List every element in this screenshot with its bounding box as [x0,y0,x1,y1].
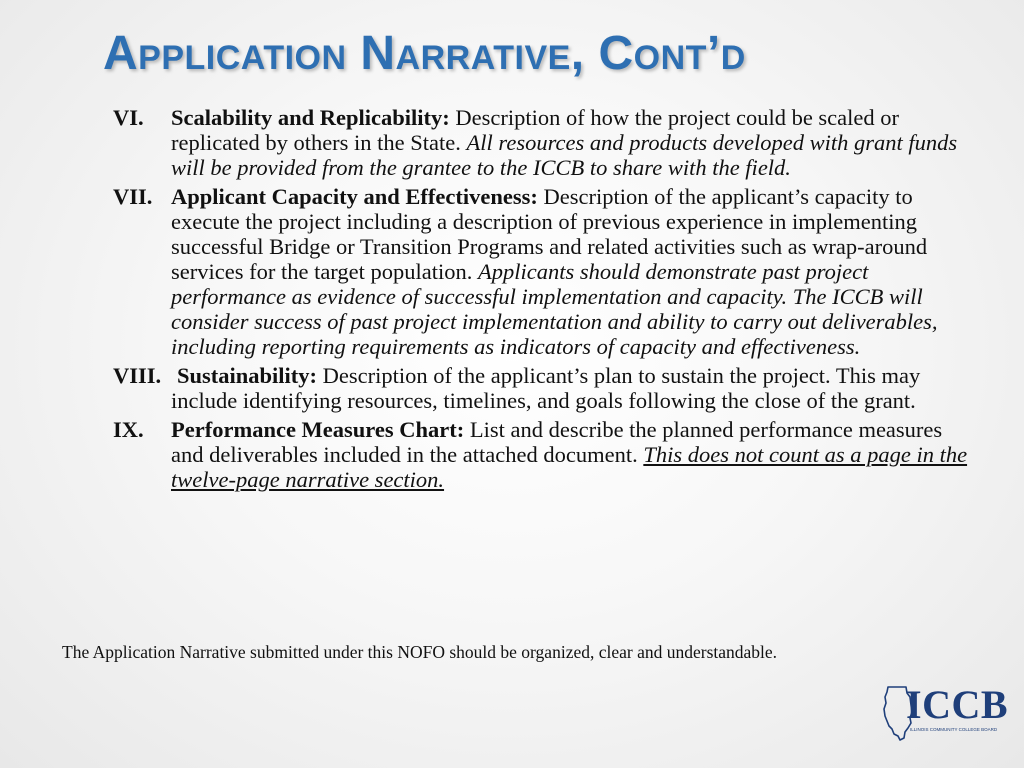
logo-subtext: ILLINOIS COMMUNITY COLLEGE BOARD [910,727,998,732]
item-heading: Performance Measures Chart: [171,417,465,442]
list-item-viii [113,363,973,413]
item-note: Applicants should demonstrate past project performance as evidence of successful implementation and capacity. The ICCB will consider success of past project implementation and ability to carry out deliverables, including reporting requirements as indicators of capacity and effectiveness. [171,259,938,359]
item-heading: Sustainability: [177,363,318,388]
item-heading: Scalability and Replicability: [171,105,450,130]
list-item-vi [113,105,973,180]
item-numeral: VI. [113,105,144,130]
item-note: All resources and products developed with grant funds will be provided from the grantee to the ICCB to share with the field. [171,130,958,180]
narrative-list [113,105,973,496]
page-title: Application Narrative, Cont’d [103,27,746,80]
item-numeral: VIII. [113,363,162,388]
item-description: Description of the applicant’s capacity to execute the project including a description of previous experience in implementing successful Bridge or Transition Programs and related activities such as wrap-around services for the target population. [171,184,928,284]
item-description: Description of the applicant’s plan to sustain the project. This may include identifying resources, timelines, and goals following the close of the grant. [171,363,921,413]
list-item-vii [113,184,973,359]
item-heading: Applicant Capacity and Effectiveness: [171,184,538,209]
item-note: This does not count as a page in the twelve-page narrative section. [171,442,968,492]
item-numeral: VII. [113,184,153,209]
footer-note: The Application Narrative submitted under this NOFO should be organized, clear and understandable. [62,642,778,662]
item-description: Description of how the project could be scaled or replicated by others in the State. [171,105,900,155]
item-description: List and describe the planned performance measures and deliverables included in the attached document. [171,417,943,467]
logo-text: ICCB [906,682,1009,727]
iccb-logo [882,683,1010,743]
item-numeral: IX. [113,417,144,442]
list-item-ix [113,417,973,492]
